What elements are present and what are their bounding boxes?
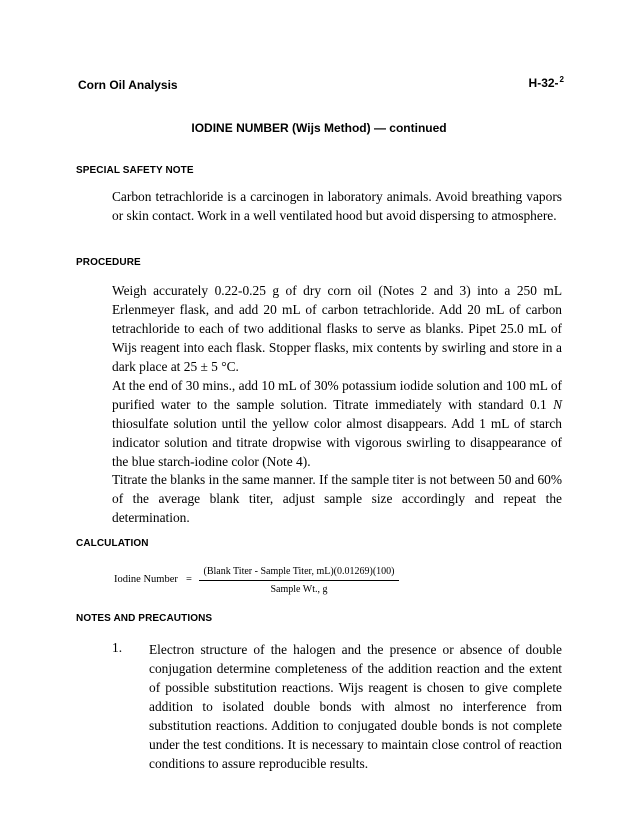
page-number — [529, 75, 564, 90]
formula-label: Iodine Number — [114, 574, 178, 585]
calculation-heading: CALCULATION — [76, 538, 149, 549]
procedure-paragraph-3: Titrate the blanks in the same manner. If the sample titer is not between 50 and 60% of the average blank titer, adjust sample size accordingly and repeat the determination. — [112, 472, 562, 525]
procedure-heading: PROCEDURE — [76, 257, 141, 268]
safety-paragraph: Carbon tetrachloride is a carcinogen in laboratory animals. Avoid breathing vapors or skin contact. Work in a well ventilated hood but avoid dispersing to atmosphere. — [112, 189, 562, 223]
page-number-main: H-32- — [528, 76, 559, 90]
formula-numerator: (Blank Titer - Sample Titer, mL)(0.01269)(100) — [199, 566, 399, 581]
safety-heading: SPECIAL SAFETY NOTE — [76, 165, 194, 176]
formula-denominator: Sample Wt., g — [270, 584, 328, 595]
running-header-title: Corn Oil Analysis — [78, 78, 178, 92]
procedure-paragraph-1: Weigh accurately 0.22-0.25 g of dry corn oil (Notes 2 and 3) into a 250 mL Erlenmeyer flask, and add 20 mL of carbon tetrachloride. Add 20 mL of carbon tetrachloride to each of two additional flasks to serve as blanks. Pipet 25.0 mL of Wijs reagent into each flask. Stopper flasks, mix contents by swirling and store in a dark place at 25 ± 5 °C. — [112, 283, 562, 374]
note-number: 1. — [112, 640, 123, 655]
procedure-paragraph-2-part-b: thiosulfate solution until the yellow color almost disappears. Add 1 mL of starch indicator solution and titrate dropwise with vigorous swirling to disappearance of the blue starch-iodine color (Note 4). — [112, 416, 562, 469]
notes-heading: NOTES AND PRECAUTIONS — [76, 613, 213, 624]
formula-fraction — [199, 566, 399, 595]
formula-equals-sign: = — [186, 574, 192, 585]
note-text: Electron structure of the halogen and the presence or absence of double conjugation determine completeness of the addition reaction and the extent of possible substitution reactions. Wijs reagent is chosen to give complete addition to isolated double bonds with almost no interference from substitution reactions. Addition to conjugated double bonds is not complete under the test conditions. It is necessary to maintain close control of reaction conditions to assure reproducible results. — [149, 642, 562, 771]
page-number-superscript: 2 — [559, 75, 564, 84]
normality-symbol: N — [553, 397, 562, 412]
procedure-paragraph-2-part-a: At the end of 30 mins., add 10 mL of 30% potassium iodide solution and 100 mL of purified water to the sample solution. Titrate immediately with standard 0.1 — [112, 378, 562, 412]
procedure-paragraph-2 — [112, 376, 562, 471]
page-title: IODINE NUMBER (Wijs Method) — continued — [191, 121, 447, 135]
